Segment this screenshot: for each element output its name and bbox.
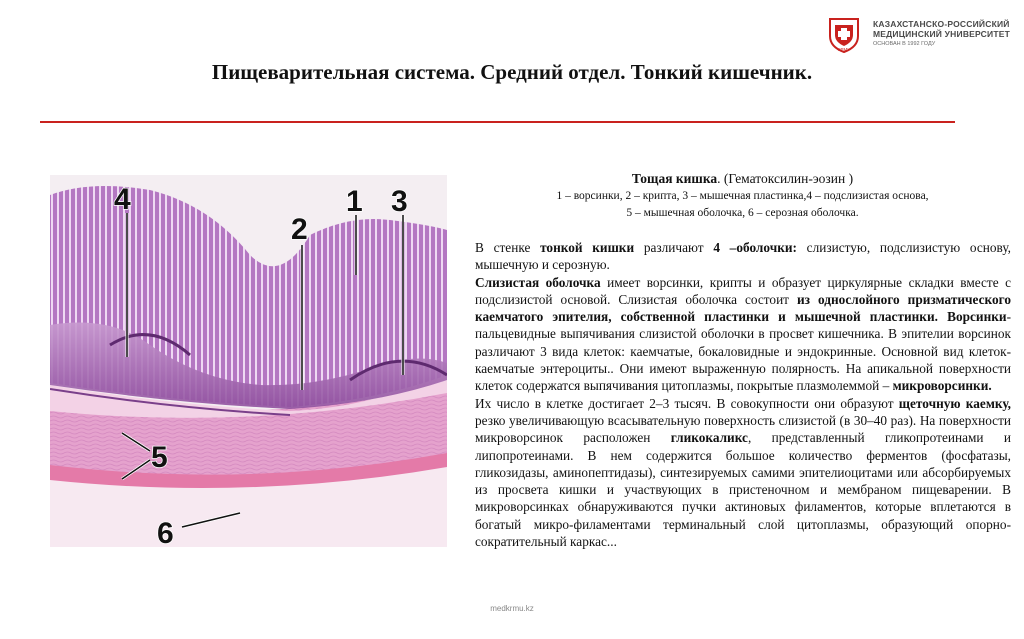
figure-caption xyxy=(470,170,1015,222)
body-text xyxy=(475,239,1011,550)
label-1: 1 xyxy=(346,185,363,218)
p1-text-c: различают xyxy=(634,240,714,255)
label-6: 6 xyxy=(157,517,174,547)
logo-founded: ОСНОВАН В 1992 ГОДУ xyxy=(873,41,936,47)
p3-text-e: , представленный гликопротеинами и липопротеинами. В нем содержится большое количество ферментов (фосфатазы, гликозидазы, аминопептидазы), синтезируемых самими эпителиоцитами или абсорбируемых из просвета кишки и участвующих в пристеночном и мембраном пищеварении. В микроворсинках обнаруживаются пучки актиновых филаментов, которые вплетаются в богатый микро-филаментами терминальный слой цитоплазмы, образующий опорно-сократительный каркас... xyxy=(475,430,1011,550)
logo-text xyxy=(873,19,1010,47)
histology-image xyxy=(50,175,447,547)
slide-title: Пищеварительная система. Средний отдел. Тонкий кишечник. xyxy=(211,60,813,84)
paragraph-1 xyxy=(475,239,1011,274)
p3-bold-d: гликокаликс xyxy=(670,430,748,446)
p3-text-c: резко увеличивающую всасывательную поверхность слизистой (в 30–40 раз). На поверхности микроворсинок расположен xyxy=(475,412,1011,446)
paragraph-2 xyxy=(475,274,1011,395)
label-3: 3 xyxy=(391,185,408,218)
p1-bold-d: 4 –оболочки: xyxy=(713,240,797,255)
caption-legend-line-1: 1 – ворсинки, 2 – крипта, 3 – мышечная пластинка,4 – подслизистая основа, xyxy=(556,190,929,202)
caption-title-bold: Тощая кишка xyxy=(631,171,718,186)
caption-title xyxy=(470,170,1015,188)
p3-text-a: Их число в клетке достигает 2–3 тысяч. В совокупности они образуют xyxy=(475,395,899,411)
p2-text-d: -пальцевидные выпячивания слизистой оболочки в просвет кишечника. В эпителии ворсинок различают 3 вида клеток: каемчатые, бокаловидные и эндокринные. Основной вид клеток- каемчатые энтероциты.. Они имеют выраженную полярность. На апикальной поверхности клеток содержатся выпячивания цитоплазмы, покрытые плазмолеммой – xyxy=(475,309,1011,394)
university-logo xyxy=(827,14,1017,54)
university-emblem-icon xyxy=(827,16,861,54)
label-2: 2 xyxy=(291,213,308,246)
p3-bold-b: щеточную каемку, xyxy=(898,395,1011,411)
p1-text-a: В стенке xyxy=(475,240,541,255)
label-4: 4 xyxy=(114,183,131,216)
caption-legend-line-2: 5 – мышечная оболочка, 6 – серозная оболочка. xyxy=(626,207,859,219)
label-5: 5 xyxy=(151,441,168,474)
emblem-text: КРМУ xyxy=(837,47,851,52)
p2-text-b: имеет ворсинки, крипты и образует циркулярные складки вместе с подслизистой основой. Слизистая оболочка состоит xyxy=(475,274,1011,307)
logo-line-2: МЕДИЦИНСКИЙ УНИВЕРСИТЕТ xyxy=(873,29,1010,39)
p2-bold-a: Слизистая оболочка xyxy=(475,274,601,290)
p2-bold-c: из однослойного призматического каемчатого эпителия, собственной пластинки и мышечной пластинки. Ворсинки xyxy=(475,291,1011,325)
title-divider xyxy=(40,121,955,123)
caption-title-rest: . (Гематоксилин-эозин ) xyxy=(717,171,854,186)
p1-text-e: слизистую, подслизистую основу, мышечную и серозную. xyxy=(475,240,1011,273)
footer-url: medkrmu.kz xyxy=(490,604,534,613)
p2-bold-e: микроворсинки. xyxy=(892,378,992,394)
logo-line-1: КАЗАХСТАНСКО-РОССИЙСКИЙ xyxy=(873,19,1010,29)
paragraph-3 xyxy=(475,395,1011,551)
p1-bold-b: тонкой кишки xyxy=(540,240,635,255)
